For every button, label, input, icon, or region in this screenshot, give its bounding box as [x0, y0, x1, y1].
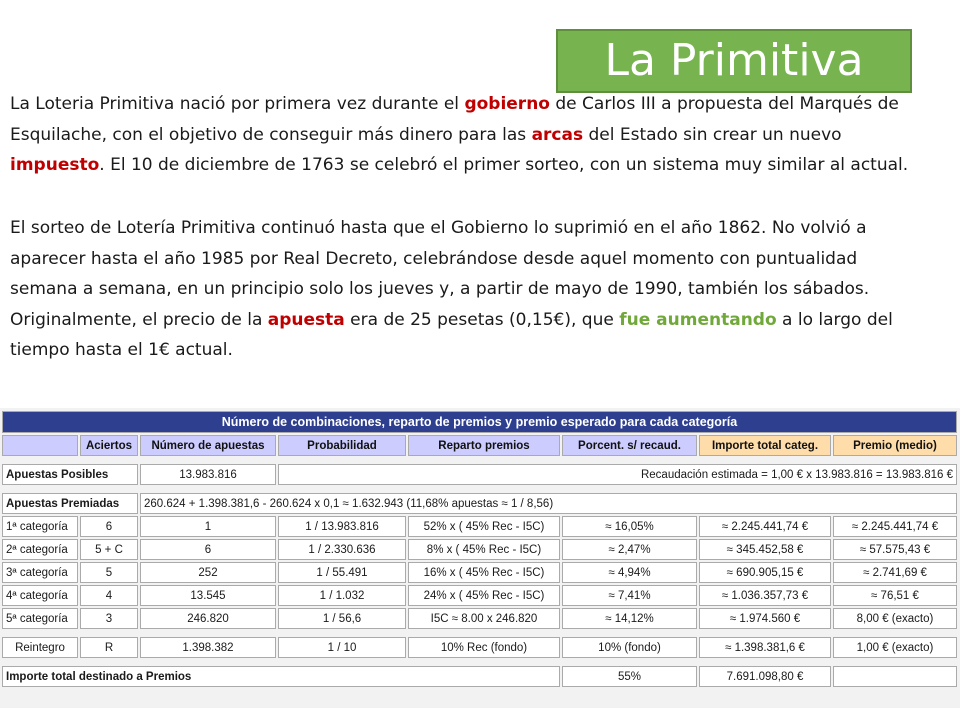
cell: ≈ 7,41% [562, 585, 697, 606]
cell: ≈ 2.245.441,74 € [833, 516, 957, 537]
cell: 3 [80, 608, 138, 629]
text-run: El sorteo de Lotería Primitiva continuó hasta que el Gobierno lo suprimió en el año 1862. No volvió a aparecer hasta el año 1985 por Real Decreto, celebrándose desde aquel momento con puntualidad semana a semana, en un principio solo los jueves y, a partir de mayo de 1990, también los sábados. Originalmente, el precio de la [10, 218, 870, 330]
table-row [2, 562, 957, 583]
cell: 4 [80, 585, 138, 606]
intro-paragraph [10, 89, 930, 181]
col-header-importe: Importe total categ. [699, 435, 831, 456]
cell: ≈ 16,05% [562, 516, 697, 537]
cell: 5 [80, 562, 138, 583]
cell: 55% [562, 666, 697, 687]
row-label: Apuestas Posibles [2, 464, 138, 485]
table-header-row [2, 435, 957, 456]
col-header-apuestas: Número de apuestas [140, 435, 276, 456]
row-label: 1ª categoría [2, 516, 78, 537]
table-row [2, 516, 957, 537]
history-paragraph [10, 213, 930, 366]
cell: 246.820 [140, 608, 276, 629]
text-run: a lo largo del tiempo hasta el 1€ actual. [10, 309, 893, 360]
col-header-porcent: Porcent. s/ recaud. [562, 435, 697, 456]
col-header-reparto: Reparto premios [408, 435, 560, 456]
highlight-gobierno: gobierno [464, 94, 550, 114]
prize-table [0, 409, 959, 689]
table-row-posibles [2, 464, 957, 485]
cell: 1 [140, 516, 276, 537]
table-row-premiadas [2, 493, 957, 514]
cell: ≈ 14,12% [562, 608, 697, 629]
cell: ≈ 1.974.560 € [699, 608, 831, 629]
cell: 1,00 € (exacto) [833, 637, 957, 658]
cell: ≈ 690.905,15 € [699, 562, 831, 583]
text-run: . El 10 de diciembre de 1763 se celebró el primer sorteo, con un sistema muy similar al actual. [99, 155, 909, 175]
highlight-arcas: arcas [531, 124, 584, 145]
table-row-total [2, 666, 957, 687]
cell: 10% Rec (fondo) [408, 637, 560, 658]
row-label: Apuestas Premiadas [2, 493, 138, 514]
slide-title: La Primitiva [556, 29, 912, 93]
cell-recaudacion: Recaudación estimada = 1,00 € x 13.983.816 = 13.983.816 € [278, 464, 957, 485]
highlight-aumentando: fue aumentando [619, 309, 777, 330]
table-row-reintegro [2, 637, 957, 658]
table-row [2, 585, 957, 606]
cell: ≈ 1.036.357,73 € [699, 585, 831, 606]
row-label: 2ª categoría [2, 539, 78, 560]
col-header-premio: Premio (medio) [833, 435, 957, 456]
row-label: 5ª categoría [2, 608, 78, 629]
cell: 7.691.098,80 € [699, 666, 831, 687]
cell: ≈ 76,51 € [833, 585, 957, 606]
cell: 1 / 1.032 [278, 585, 406, 606]
cell: 6 [80, 516, 138, 537]
cell-empty [833, 666, 957, 687]
cell: ≈ 2,47% [562, 539, 697, 560]
cell: ≈ 57.575,43 € [833, 539, 957, 560]
cell: 16% x ( 45% Rec - I5C) [408, 562, 560, 583]
col-header [2, 435, 78, 456]
highlight-impuesto: impuesto [10, 155, 100, 175]
cell: 8% x ( 45% Rec - I5C) [408, 539, 560, 560]
cell: I5C ≈ 8.00 x 246.820 [408, 608, 560, 629]
cell: 1 / 13.983.816 [278, 516, 406, 537]
highlight-apuesta: apuesta [267, 309, 345, 330]
cell: 8,00 € (exacto) [833, 608, 957, 629]
cell: 52% x ( 45% Rec - I5C) [408, 516, 560, 537]
col-header-probabilidad: Probabilidad [278, 435, 406, 456]
text-run: de Carlos III a propuesta del Marqués de Esquilache, con el objetivo de conseguir más dinero para las [10, 94, 899, 145]
cell: 1 / 56,6 [278, 608, 406, 629]
cell: 5 + C [80, 539, 138, 560]
cell: ≈ 2.245.441,74 € [699, 516, 831, 537]
col-header-aciertos: Aciertos [80, 435, 138, 456]
cell: 1 / 55.491 [278, 562, 406, 583]
cell: 13.983.816 [140, 464, 276, 485]
row-label: Importe total destinado a Premios [2, 666, 560, 687]
cell-premiadas: 260.624 + 1.398.381,6 - 260.624 x 0,1 ≈ 1.632.943 (11,68% apuestas ≈ 1 / 8,56) [140, 493, 957, 514]
cell: 13.545 [140, 585, 276, 606]
cell: 1 / 2.330.636 [278, 539, 406, 560]
cell: 10% (fondo) [562, 637, 697, 658]
cell: 6 [140, 539, 276, 560]
cell: 252 [140, 562, 276, 583]
cell: ≈ 4,94% [562, 562, 697, 583]
row-label: 4ª categoría [2, 585, 78, 606]
cell: ≈ 1.398.381,6 € [699, 637, 831, 658]
row-label: Reintegro [2, 637, 78, 658]
cell: 1.398.382 [140, 637, 276, 658]
cell: 24% x ( 45% Rec - I5C) [408, 585, 560, 606]
table-row [2, 608, 957, 629]
table-row [2, 539, 957, 560]
text-run: era de 25 pesetas (0,15€), que [344, 309, 620, 330]
cell: ≈ 345.452,58 € [699, 539, 831, 560]
text-run: La Loteria Primitiva nació por primera vez durante el [10, 94, 465, 114]
cell: 1 / 10 [278, 637, 406, 658]
cell: R [80, 637, 138, 658]
row-label: 3ª categoría [2, 562, 78, 583]
table-caption: Número de combinaciones, reparto de premios y premio esperado para cada categoría [2, 411, 957, 433]
text-run: del Estado sin crear un nuevo [583, 124, 842, 145]
cell: ≈ 2.741,69 € [833, 562, 957, 583]
